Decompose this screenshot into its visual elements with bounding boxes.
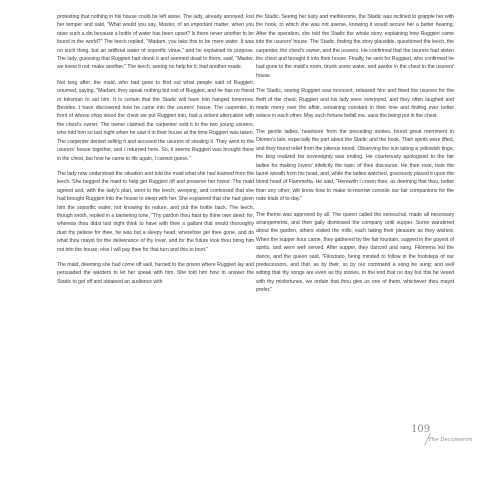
page-number: 109 <box>411 424 431 435</box>
right-text-column <box>256 13 454 302</box>
paragraph: The theme was approved by all. The queen called the seneschal, made all necessary arrangements, and then gaily dismissed the company until supper. Some wandered about the garden, others visited the mills, each taking their pleasure as they wished. When the supper hour came, they gathered by the fair fountain, supped in the gayest of spirits, and were well served. After supper, they danced and sang. Filomena led the dance, and the queen said, "Filostrato, being minded to follow in the footsteps of our predecessors, and that, as by their, so by our command a song be sung; and well witting that thy songs are even as thy stories, to the end that no day but this be vexed with thy misfortunes, we ordain that thou give us one of them, whichever thou mayst prefer." <box>256 211 454 294</box>
paragraph: The Stadic, seeing Ruggieri was innocent, released him and fined the usurers for the theft of the chest. Ruggieri and his lady were overjoyed, and they often laughed and made merry over the affair, remaining constant in their love and finding ever better solace in each other. May such fortune befall me, sans the being put in the chest. <box>256 88 454 120</box>
paragraph: The lady now understood the situation and told the maid what she had learned from the leech. She begged the maid to help get Ruggieri off and preserve her honor. The maid agreed and, with the lady's plan, went to the leech, weeping, and confessed that she had brought Ruggieri into the house to sleep with her. She explained that she had given him the soporific water, not knowing its nature, and put the bottle back. The leech, though wroth, replied in a bantering tone, "Thy pardon thou hast by thine own deed; for, whereas thou didst last night think to have with thee a gallant that would thoroughly dust thy pelisse for thee, he was but a sleepy head; wherefore get thee gone, and do what thou mayst for the deliverance of thy lover, and for the future look thou bring him not into the house; else I will pay thee for that turn and this to boot." <box>57 170 254 253</box>
running-footer-title: The Decameron <box>428 437 473 443</box>
left-text-column <box>57 13 254 293</box>
paragraph: Not long after, the maid, who had gone to find out what people said of Ruggieri, returned, saying, "Madam, they speak nothing but evil of Ruggieri, and he has no friend or kinsman to aid him. It is certain that the Stadic will have him hanged tomorrow. Besides, I have discovered how he came into the usurers' house. The carpenter, in front of whose shop stood the chest we put Ruggieri into, had a violent altercation with the chest's owner. The owner claimed the carpenter sold it to the two young usurers, who told him so last night when he saw it in their house at the time Ruggieri was taken. The carpenter denied selling it and accused the usurers of stealing it. They went to the usurers' house together, and I returned here. So, it seems Ruggieri was brought there in the chest, but how he came to life again, I cannot guess." <box>57 79 254 162</box>
paragraph: protesting that nothing in his house could be left alone. The lady, already annoyed, lost her temper and said, "What would you say, Master, of an important matter, when you raise such a din because a bottle of water has been upset? Is there never another to be found in the world?" The leech replied, "Madam, you take this to be mere water. It was no such thing, but an artificial water of soporific virtue," and he explained its purpose. The lady, guessing that Ruggieri had drunk it and seemed dead to them, said, "Master, we knew it not; make another." The leech, seeing no help for it, had another made. <box>57 14 254 71</box>
paragraph: the Stadic. Seeing her lusty and mettlesome, the Stadic was inclined to grapple her with the hook, to which she was not averse, knowing it would secure her a better hearing. After the operation, she told the Stadic the whole story, explaining how Ruggieri came into the usurers' house. The Stadic, finding the story plausible, questioned the leech, the carpenter, the chest's owner, and the usurers. He confirmed that the usurers had stolen the chest and brought it into their house. Finally, he sent for Ruggieri, who confirmed he had gone to the maid's room, drunk some water, and awoke in the chest in the usurers' house. <box>256 14 454 79</box>
paragraph: The gentle ladies, heartsore from the preceding stories, found great merriment in Dioneo's tale, especially the part about the Stadic and the hook. Their spirits were lifted, and they found relief from the piteous mood. Observing the sun taking a yellowish tinge, the king realized his sovereignty was ending. He courteously apologized to the fair ladies for making lovers' infelicity the topic of their discourse. He then rose, took the laurel wreath from his head, and, while the ladies watched, graciously placed it upon the blond head of Fiammetta. He said, "Herewith I crown thee, as deeming that thou, better than any other, wilt know how to make to-morrow console our fair companions for the rude trials of to-day." <box>256 128 454 203</box>
paragraph: The maid, deeming she had come off well, hurried to the prison where Ruggieri lay and persuaded the warders to let her speak with him. She told him how to answer the Stadic to get off and obtained an audience with <box>57 261 254 285</box>
